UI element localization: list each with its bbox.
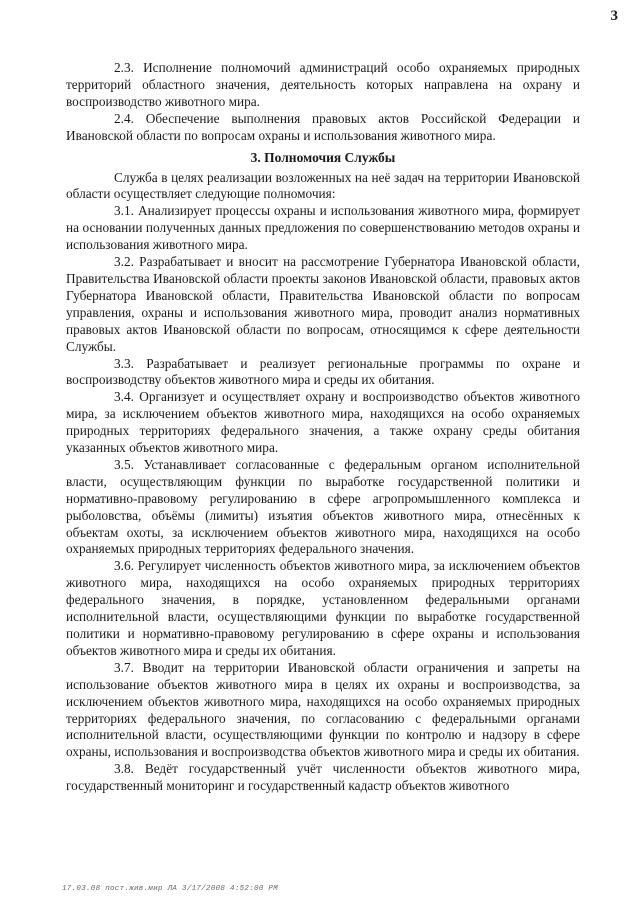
document-body: [66, 60, 580, 795]
paragraph-3-4: 3.4. Организует и осуществляет охрану и воспроизводство объектов животного мира, за исключением объектов животного мира, находящихся на особо охраняемых природных территориях федерального значения, а также охрану среды обитания указанных объектов животного мира.: [66, 389, 580, 456]
paragraph-3-1: 3.1. Анализирует процессы охраны и использования животного мира, формирует на основании полученных данных предложения по совершенствованию методов охраны и использования животного мира.: [66, 203, 580, 253]
page-number: 3: [610, 8, 618, 24]
paragraph-3-3: 3.3. Разрабатывает и реализует региональные программы по охране и воспроизводству объектов животного мира и среды их обитания.: [66, 355, 580, 388]
paragraph-3-2: 3.2. Разрабатывает и вносит на рассмотрение Губернатора Ивановской области, Правительства Ивановской области проекты законов Ивановской области, правовых актов Губернатора Ивановской области, Правительства Ивановской области по вопросам управления, охраны и использования животного мира, проводит анализ нормативных правовых актов Ивановской области по вопросам, относящимся к сфере деятельности Службы.: [66, 254, 580, 354]
paragraph-3-7: 3.7. Вводит на территории Ивановской области ограничения и запреты на использование объектов животного мира в целях их охраны и воспроизводства, за исключением объектов животного мира, находящихся на особо охраняемых природных территориях федерального значения, по согласованию с федеральными органами исполнительной власти, осуществляющими функции по контролю и надзору в сфере охраны, использования и воспроизводства объектов животного мира и среды их обитания.: [66, 659, 580, 760]
paragraph-2-3: 2.3. Исполнение полномочий администраций особо охраняемых природных территорий областного значения, деятельность которых направлена на охрану и воспроизводство животного мира.: [66, 60, 580, 109]
document-footer: 17.03.08 пост.жив.мир ЛА 3/17/2008 4:52:00 PM: [62, 885, 279, 893]
paragraph-intro: Служба в целях реализации возложенных на неё задач на территории Ивановской области осуществляет следующие полномочия:: [66, 169, 580, 202]
paragraph-2-4: 2.4. Обеспечение выполнения правовых актов Российской Федерации и Ивановской области по вопросам охраны и использования животного мира.: [66, 110, 580, 143]
paragraph-3-5: 3.5. Устанавливает согласованные с федеральным органом исполнительной власти, осуществляющим функции по выработке государственной политики и нормативно-правовому регулированию в сфере агропромышленного комплекса и рыболовства, объёмы (лимиты) изъятия объектов животного мира, отнесённых к объектам охоты, за исключением объектов животного мира, находящихся на особо охраняемых природных территориях федерального значения.: [66, 456, 580, 557]
paragraph-3-6: 3.6. Регулирует численность объектов животного мира, за исключением объектов животного мира, находящихся на особо охраняемых природных территориях федерального значения, в порядке, установленном федеральными органами исполнительной власти, осуществляющими функции по выработке государственной политики и нормативно-правовому регулированию в сфере охраны и использования объектов животного мира и среды их обитания.: [66, 558, 580, 658]
paragraph-3-8: 3.8. Ведёт государственный учёт численности объектов животного мира, государственный мониторинг и государственный кадастр объектов животного: [66, 761, 580, 794]
section-heading: 3. Полномочия Службы: [250, 149, 396, 165]
